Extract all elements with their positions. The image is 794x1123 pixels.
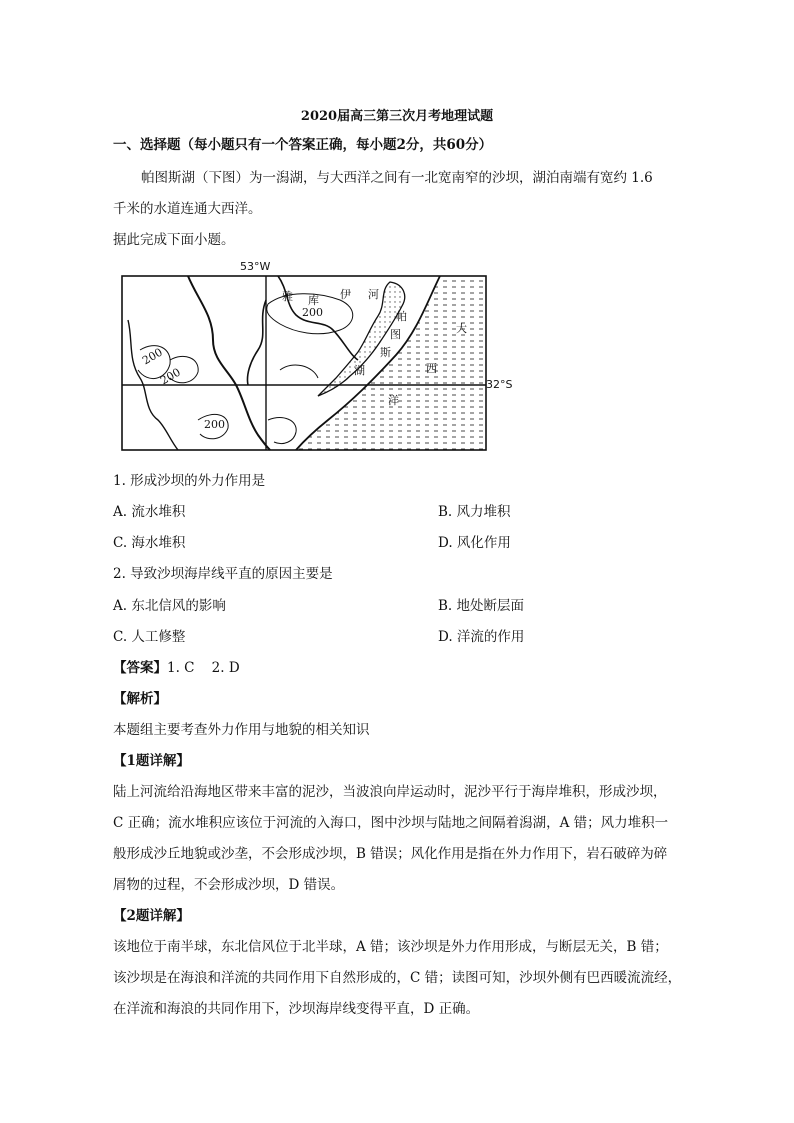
q2-detail-line: 该地位于南半球，东北信风位于北半球，A 错；该沙坝是外力作用形成，与断层无关，B 错； (113, 939, 668, 955)
latitude-label: 32°S (486, 378, 513, 391)
section-heading: 一、选择题（每小题只有一个答案正确，每小题2分，共60分） (113, 137, 493, 153)
place-char: 斯 (380, 346, 391, 359)
document-title: 2020届高三第三次月考地理试题 (300, 109, 494, 124)
q1-detail-label: 【1题详解】 (113, 753, 190, 769)
place-char: 帕 (396, 310, 407, 323)
place-char: 雅 (282, 290, 293, 303)
q2-detail-label: 【2题详解】 (113, 908, 190, 924)
question-2-option-a: A. 东北信风的影响 (113, 598, 226, 614)
contour-label: 200 (302, 306, 323, 319)
q1-detail-line: 屑物的过程，不会形成沙坝，D 错误。 (113, 877, 345, 893)
answer-label: 【答案】 (113, 660, 167, 676)
question-1-stem: 1. 形成沙坝的外力作用是 (113, 473, 266, 489)
question-2-option-d: D. 洋流的作用 (438, 629, 525, 645)
q1-detail-line: 般形成沙丘地貌或沙垄，不会形成沙坝，B 错误；风化作用是指在外力作用下，岩石破碎为碎 (113, 846, 668, 862)
contour-label: 200 (158, 365, 183, 388)
place-char: 西 (426, 362, 437, 375)
q2-detail-line: 在洋流和海浪的共同作用下，沙坝海岸线变得平直，D 正确。 (113, 1001, 480, 1017)
question-2-option-c: C. 人工修整 (113, 629, 186, 645)
place-char: 图 (390, 328, 401, 341)
intro-paragraph-line1: 帕图斯湖（下图）为一潟湖，与大西洋之间有一北宽南窄的沙坝，湖泊南端有宽约 1.6 (141, 170, 653, 186)
place-char: 库 (308, 294, 319, 307)
question-1-option-d: D. 风化作用 (438, 535, 511, 551)
answer-text: 1. C 2. D (167, 660, 240, 676)
lagoon-map (118, 260, 513, 453)
analysis-summary: 本题组主要考查外力作用与地貌的相关知识 (113, 722, 370, 738)
answer-line (113, 656, 240, 676)
place-char: 湖 (354, 364, 365, 377)
place-char: 洋 (388, 394, 399, 407)
contour-label: 200 (204, 418, 225, 431)
question-2-option-b: B. 地处断层面 (438, 598, 525, 614)
intro-instruction: 据此完成下面小题。 (113, 232, 235, 248)
q1-detail-line: 陆上河流给沿海地区带来丰富的泥沙，当波浪向岸运动时，泥沙平行于海岸堆积，形成沙坝， (113, 784, 667, 800)
question-1-option-b: B. 风力堆积 (438, 504, 511, 520)
question-2-stem: 2. 导致沙坝海岸线平直的原因主要是 (113, 566, 333, 582)
intro-paragraph-line2: 千米的水道连通大西洋。 (113, 201, 262, 217)
q2-detail-line: 该沙坝是在海浪和洋流的共同作用下自然形成的，C 错；读图可知，沙坝外侧有巴西暖流流经， (113, 970, 682, 986)
place-char: 伊 (340, 288, 351, 301)
question-1-option-a: A. 流水堆积 (113, 504, 186, 520)
q1-detail-line: C 正确；流水堆积应该位于河流的入海口，图中沙坝与陆地之间隔着潟湖，A 错；风力堆积一 (113, 815, 669, 831)
analysis-label: 【解析】 (113, 691, 167, 707)
longitude-label: 53°W (240, 260, 271, 273)
question-1-option-c: C. 海水堆积 (113, 535, 186, 551)
place-char: 河 (368, 288, 379, 301)
place-char: 大 (456, 322, 467, 335)
contour-label: 200 (140, 345, 165, 368)
